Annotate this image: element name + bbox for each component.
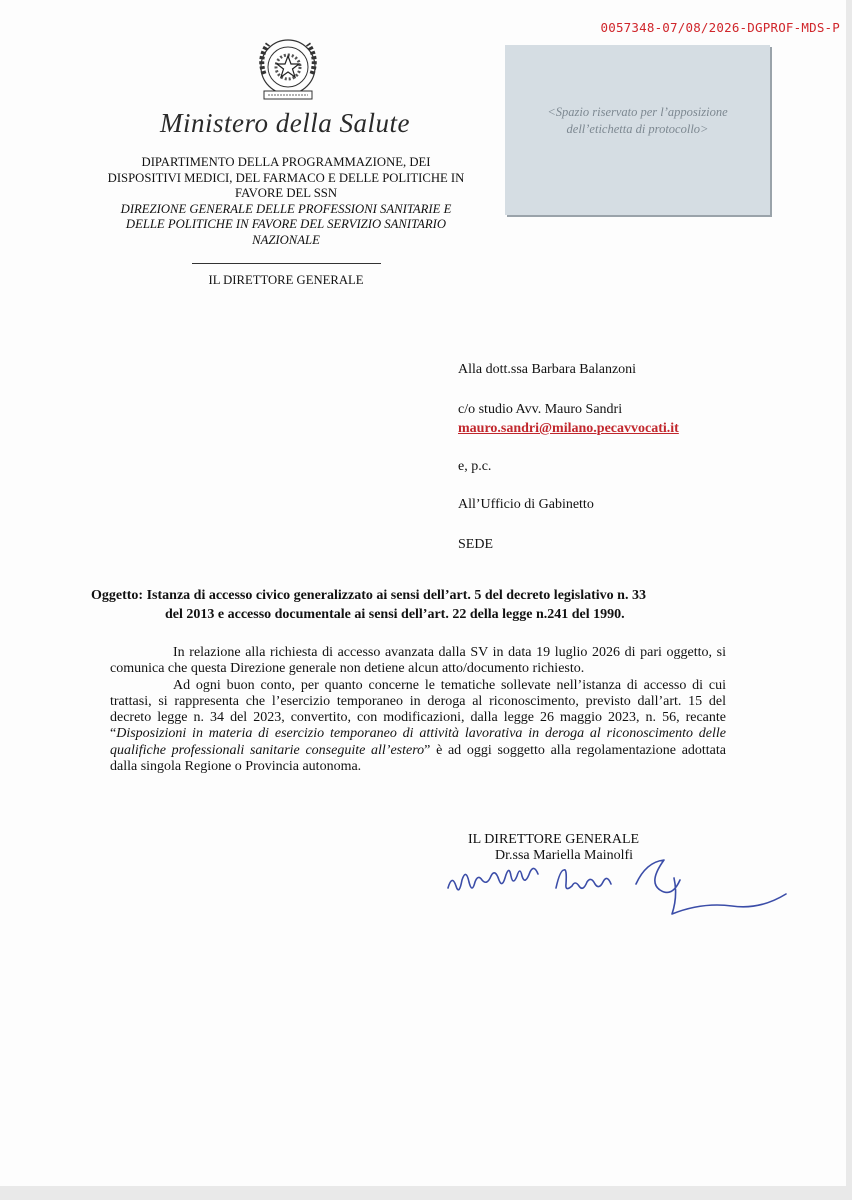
header-divider [192, 263, 381, 264]
subject-line1 [91, 586, 726, 605]
decree-title: Disposizioni in materia di esercizio temporaneo di attività lavorativa in deroga al riconoscimento delle qualifiche professionali sanitarie conseguite all’estero [110, 726, 726, 758]
subject-label: Oggetto: [91, 588, 144, 603]
directorate-line: DIREZIONE GENERALE DELLE PROFESSIONI SANITARIE E [120, 201, 452, 216]
subject-text: Istanza di accesso civico generalizzato ai sensi dell’art. 5 del decreto legislativo n. 33 [146, 588, 646, 603]
directorate-line: DELLE POLITICHE IN FAVORE DEL SERVIZIO SANITARIO [125, 217, 447, 231]
italian-republic-emblem-icon [250, 32, 326, 106]
body-paragraph-2-start: Ad ogni buon conto, per quanto concerne le tematiche sollevate nell’istanza di accesso di cui trattasi, si rappresenta che l’esercizio temporaneo in deroga al riconoscimento, previsto dall’art. 15 del decreto legge n. 34 del 2023, convertito, con modificazioni, dalla legge 26 maggio 2023, n. 56, recante “ [110, 677, 726, 742]
letter-body [110, 645, 726, 775]
label-text-line1: <Spazio riservato per l’apposizione [547, 105, 728, 119]
recipient-email-link[interactable]: mauro.sandri@milano.pecavvocati.it [458, 421, 679, 436]
director-title: IL DIRETTORE GENERALE [208, 273, 364, 287]
department-line: DIPARTIMENTO DELLA PROGRAMMAZIONE, DEI [141, 155, 431, 169]
ministry-name: Ministero della Salute [160, 108, 410, 138]
office-addressee: All’Ufficio di Gabinetto [458, 497, 594, 512]
department-line: FAVORE DEL SSN [235, 186, 337, 200]
location: SEDE [458, 537, 493, 552]
body-paragraph-2 [110, 678, 726, 776]
department-line: DISPOSITIVI MEDICI, DEL FARMACO E DELLE POLITICHE IN [107, 170, 465, 185]
protocol-label-placeholder [505, 104, 770, 138]
page-edge-bottom [0, 1186, 852, 1200]
label-text-line2: dell’etichetta di protocollo> [566, 122, 709, 136]
care-of: c/o studio Avv. Mauro Sandri [458, 402, 623, 417]
body-paragraph-1: In relazione alla richiesta di accesso avanzata dalla SV in data 19 luglio 2026 di pari oggetto, si comunica che questa Direzione generale non detiene alcun atto/documento richiesto. [110, 645, 726, 677]
directorate-line: NAZIONALE [252, 232, 320, 247]
department-header [96, 155, 476, 248]
signatory-name: Dr.ssa Mariella Mainolfi [495, 848, 634, 863]
protocol-number: 0057348-07/08/2026-DGPROF-MDS-P [600, 20, 840, 35]
subject-line2: del 2013 e accesso documentale ai sensi dell’art. 22 della legge n.241 del 1990. [165, 607, 625, 622]
page-edge-right [846, 0, 852, 1200]
handwritten-signature [438, 850, 808, 920]
subject-block [91, 586, 726, 624]
cc-label: e, p.c. [458, 459, 492, 474]
recipient: Alla dott.ssa Barbara Balanzoni [458, 362, 637, 377]
body-paragraph-2-end: ” è ad oggi soggetto alla regolamentazione adottata dalla singola Regione o Provincia autonoma. [110, 742, 727, 775]
signatory-title: IL DIRETTORE GENERALE [468, 832, 640, 847]
